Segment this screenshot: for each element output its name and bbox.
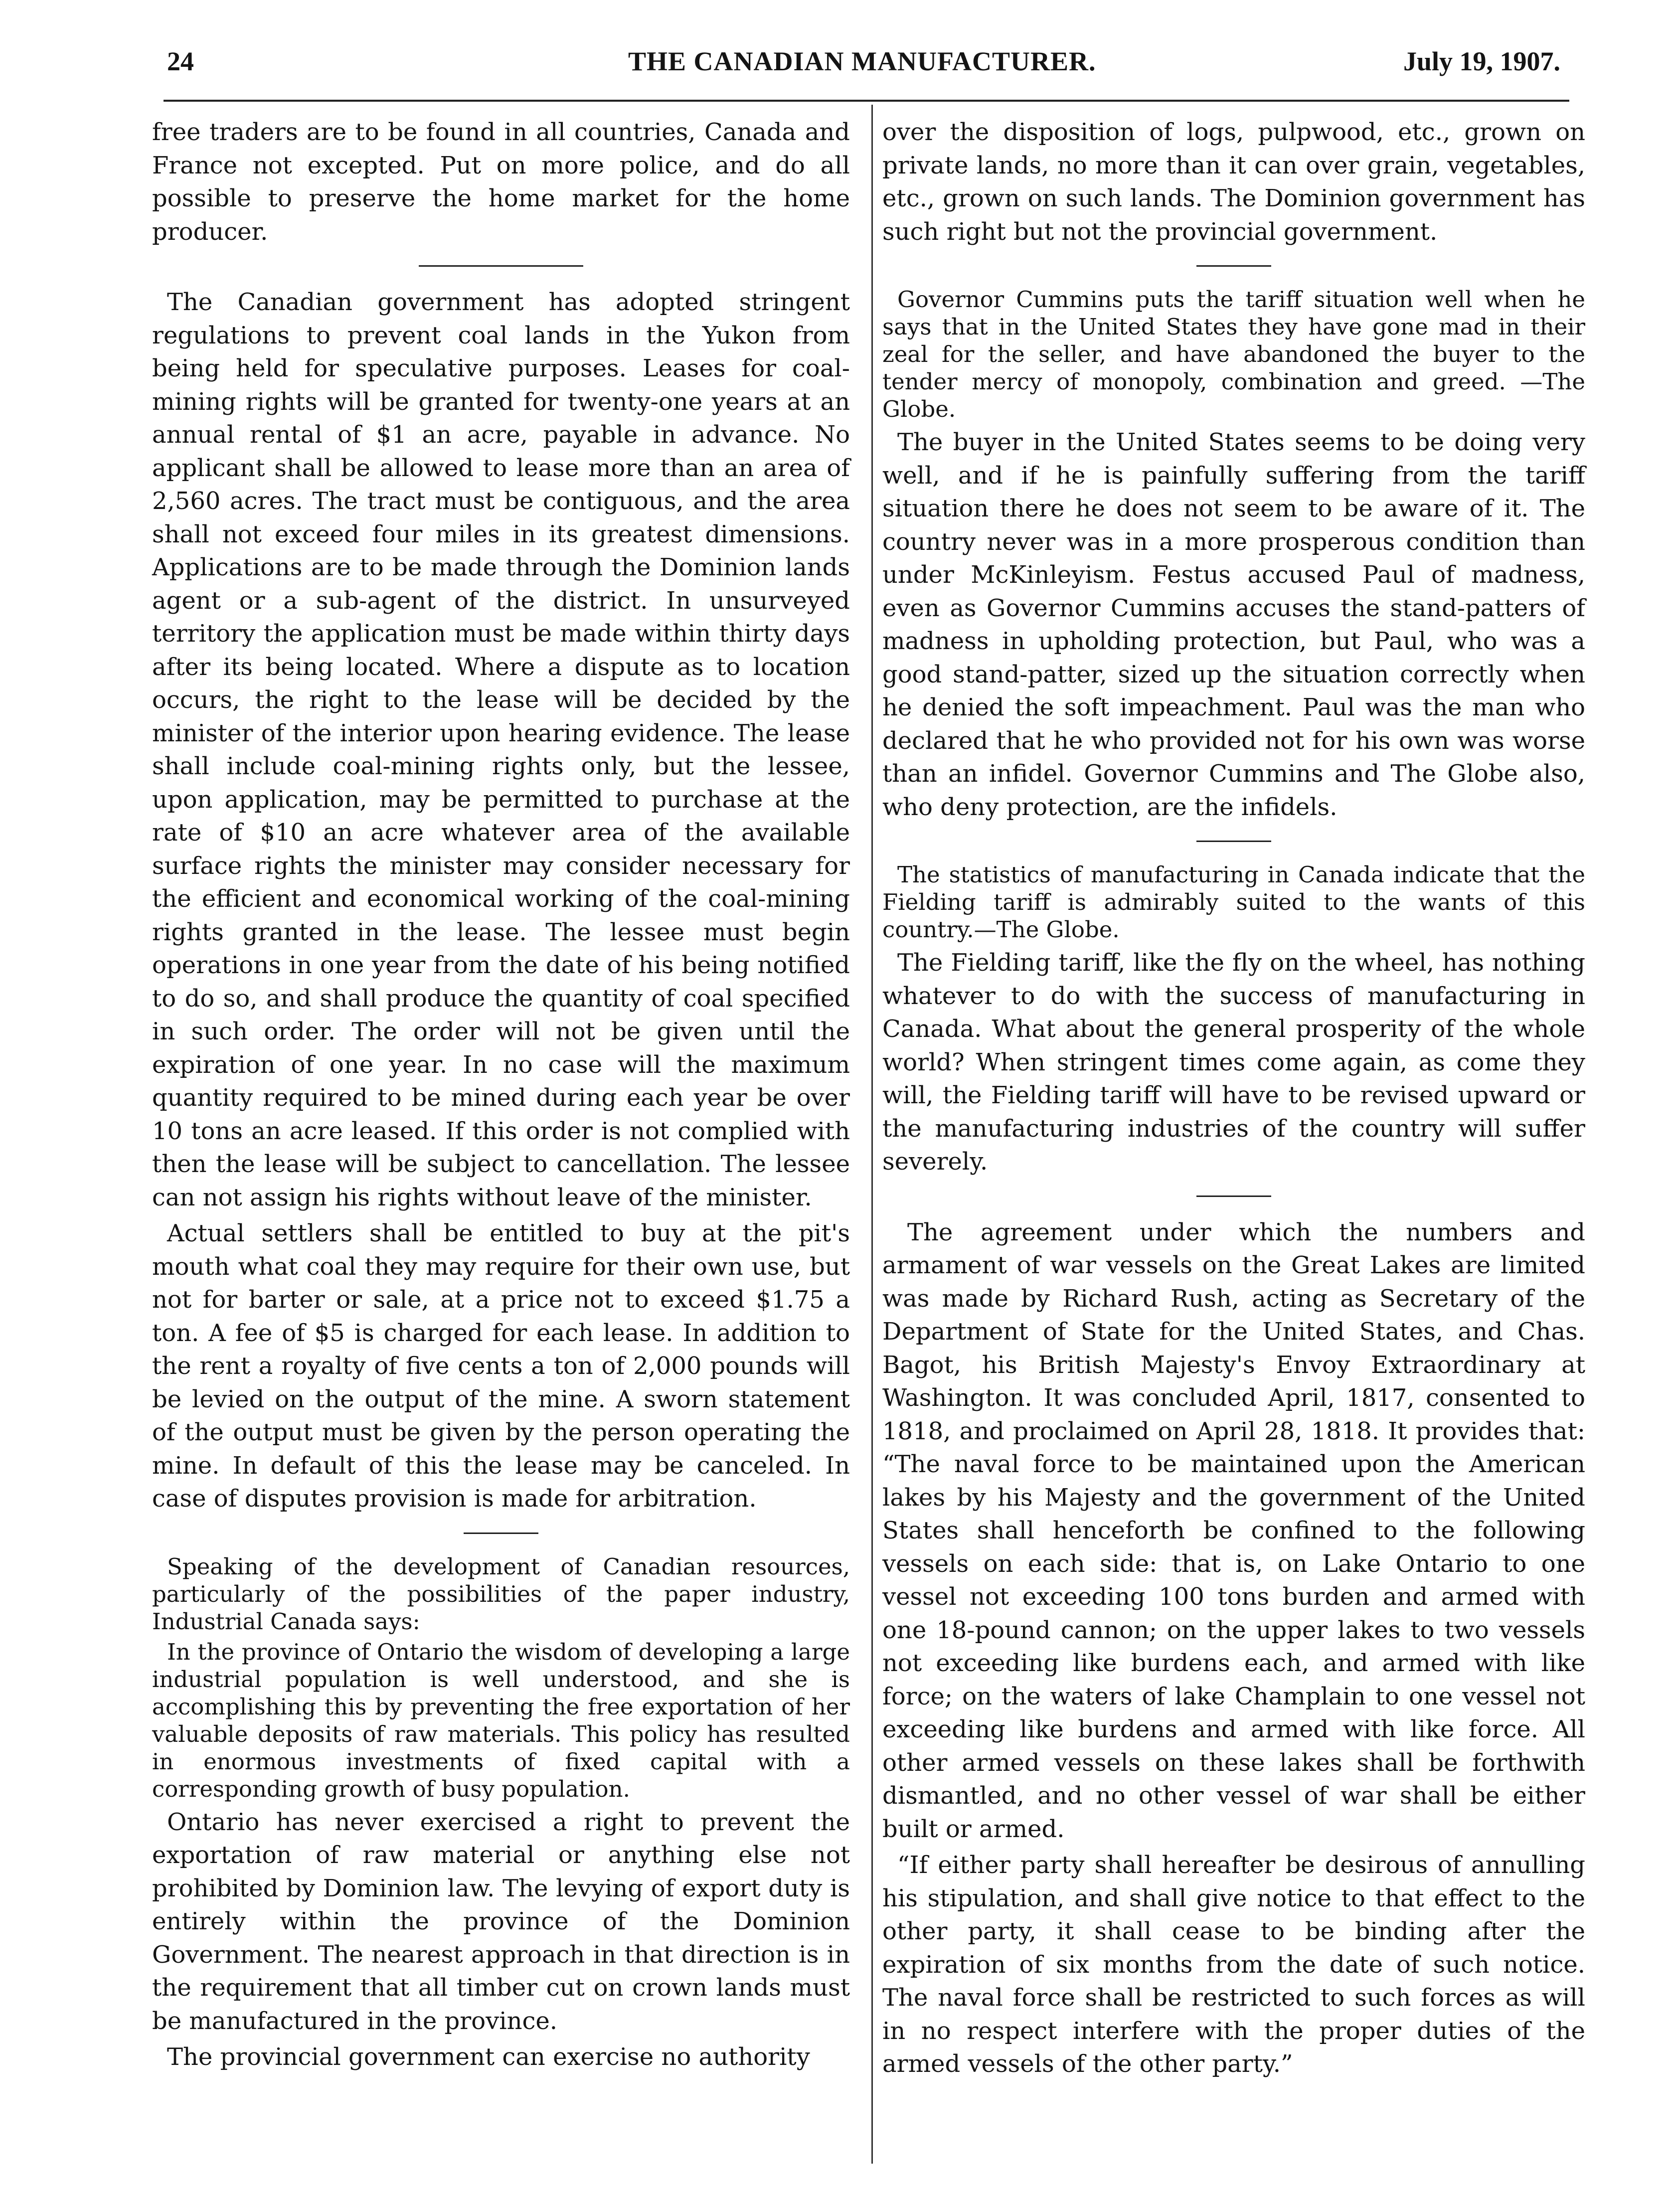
quoted-paragraph: The statistics of manufacturing in Canada indicate that the Fielding tariff is admirably suited to the wants of this country.—The Globe.: [882, 861, 1585, 943]
section-separator: [419, 265, 583, 267]
page-number: 24: [167, 46, 194, 76]
column-divider: [871, 105, 873, 2164]
header-rule: [164, 100, 1569, 102]
article-paragraph: Speaking of the development of Canadian resources, particularly of the possibilities of the paper industry, Industrial Canada says:: [152, 1553, 850, 1635]
page-header: [0, 0, 1671, 115]
article-paragraph: The Fielding tariff, like the fly on the wheel, has nothing whatever to do with the success of manufacturing in Canada. What about the general prosperity of the whole world? When stringent times come again, as come they will, the Fielding tariff will have to be revised upward or the manufacturing industries of the country will suffer severely.: [882, 949, 1585, 1176]
section-separator: [464, 1532, 538, 1534]
section-separator: [1196, 841, 1271, 842]
article-paragraph: Actual settlers shall be entitled to buy at the pit's mouth what coal they may require for their own use, but not for barter or sale, at a price not to exceed $1.75 a ton. A fee of $5 is charged for each lease. In addition to the rent a royalty of five cents a ton of 2,000 pounds will be levied on the output of the mine. A sworn statement of the output must be given by the person operating the mine. In default of this the lease may be canceled. In case of disputes provision is made for arbitration.: [152, 1219, 850, 1513]
article-paragraph: “If either party shall hereafter be desirous of annulling his stipulation, and shall give notice to that effect to the other party, it shall cease to be binding after the expiration of six months from the date of such notice. The naval force shall be restricted to such forces as will in no respect interfere with the proper duties of the armed vessels of the other party.”: [882, 1851, 1585, 2078]
left-column: [152, 116, 850, 2077]
article-paragraph: The agreement under which the numbers and armament of war vessels on the Great Lakes are limited was made by Richard Rush, acting as Secretary of the Department of State for the United States, and Chas. Bagot, his British Majesty's Envoy Extraordinary at Washington. It was concluded April, 1817, consented to 1818, and proclaimed on April 28, 1818. It provides that: “The naval force to be maintained upon the American lakes by his Majesty and the government of the United States shall henceforth be confined to the following vessels on each side: that is, on Lake Ontario to one vessel not exceeding 100 tons burden and armed with one 18-pound cannon; on the upper lakes to two vessels not exceeding like burdens each, and armed with like force; on the waters of lake Champlain to one vessel not exceeding like burdens and armed with like force. All other armed vessels on these lakes shall be forthwith dismantled, and no other vessel of war shall be either built or armed.: [882, 1218, 1585, 1843]
issue-date: July 19, 1907.: [1403, 46, 1561, 76]
article-paragraph: The Canadian government has adopted stringent regulations to prevent coal lands in the Yukon from being held for speculative purposes. Leases for coal-mining rights will be granted for twenty-one years at an annual rental of $1 an acre, payable in advance. No applicant shall be allowed to lease more than an area of 2,560 acres. The tract must be contiguous, and the area shall not exceed four miles in its greatest dimensions. Applications are to be made through the Dominion lands agent or a sub-agent of the district. In unsurveyed territory the application must be made within thirty days after its being located. Where a dispute as to location occurs, the right to the lease will be decided by the minister of the interior upon hearing evidence. The lease shall include coal-mining rights only, but the lessee, upon application, may be permitted to purchase at the rate of $10 an acre whatever area of the available surface rights the minister may consider necessary for the efficient and economical working of the coal-mining rights granted in the lease. The lessee must begin operations in one year from the date of his being notified to do so, and shall produce the quantity of coal specified in such order. The order will not be given until the expiration of one year. In no case will the maximum quantity required to be mined during each year be over 10 tons an acre leased. If this order is not complied with then the lease will be subject to cancellation. The lessee can not assign his rights without leave of the minister.: [152, 288, 850, 1211]
section-separator: [1196, 1195, 1271, 1197]
quoted-paragraph: In the province of Ontario the wisdom of developing a large industrial population is well understood, and she is accomplishing this by preventing the free exportation of her valuable deposits of raw materials. This policy has resulted in enormous investments of fixed capital with a corresponding growth of busy population.: [152, 1638, 850, 1802]
right-column: [882, 116, 1585, 2084]
article-paragraph: The provincial government can exercise no authority: [167, 2043, 810, 2071]
publication-title: THE CANADIAN MANUFACTURER.: [628, 46, 1096, 76]
quoted-paragraph: Governor Cummins puts the tariff situation well when he says that in the United States they have gone mad in their zeal for the seller, and have abandoned the buyer to the tender mercy of monopoly, combination and greed. —The Globe.: [882, 286, 1585, 422]
section-separator: [1196, 265, 1271, 267]
article-paragraph: The buyer in the United States seems to be doing very well, and if he is painfully suffering from the tariff situation there he does not seem to be aware of it. The country never was in a more prosperous condition than under McKinleyism. Festus accused Paul of madness, even as Governor Cummins accuses the stand-patters of madness in upholding protection, but Paul, who was a good stand-patter, sized up the situation correctly when he denied the soft impeachment. Paul was the man who declared that he who provided not for his own was worse than an infidel. Governor Cummins and The Globe also, who deny protection, are the infidels.: [882, 428, 1585, 821]
article-paragraph: over the disposition of logs, pulpwood, etc., grown on private lands, no more than it can over grain, vegetables, etc., grown on such lands. The Dominion government has such right but not the provincial government.: [882, 118, 1585, 246]
article-paragraph: free traders are to be found in all countries, Canada and France not excepted. Put on more police, and do all possible to preserve the home market for the home producer.: [152, 118, 850, 246]
article-paragraph: Ontario has never exercised a right to prevent the exportation of raw material or anything else not prohibited by Dominion law. The levying of export duty is entirely within the province of the Dominion Government. The nearest approach in that direction is in the requirement that all timber cut on crown lands must be manufactured in the province.: [152, 1808, 850, 2035]
